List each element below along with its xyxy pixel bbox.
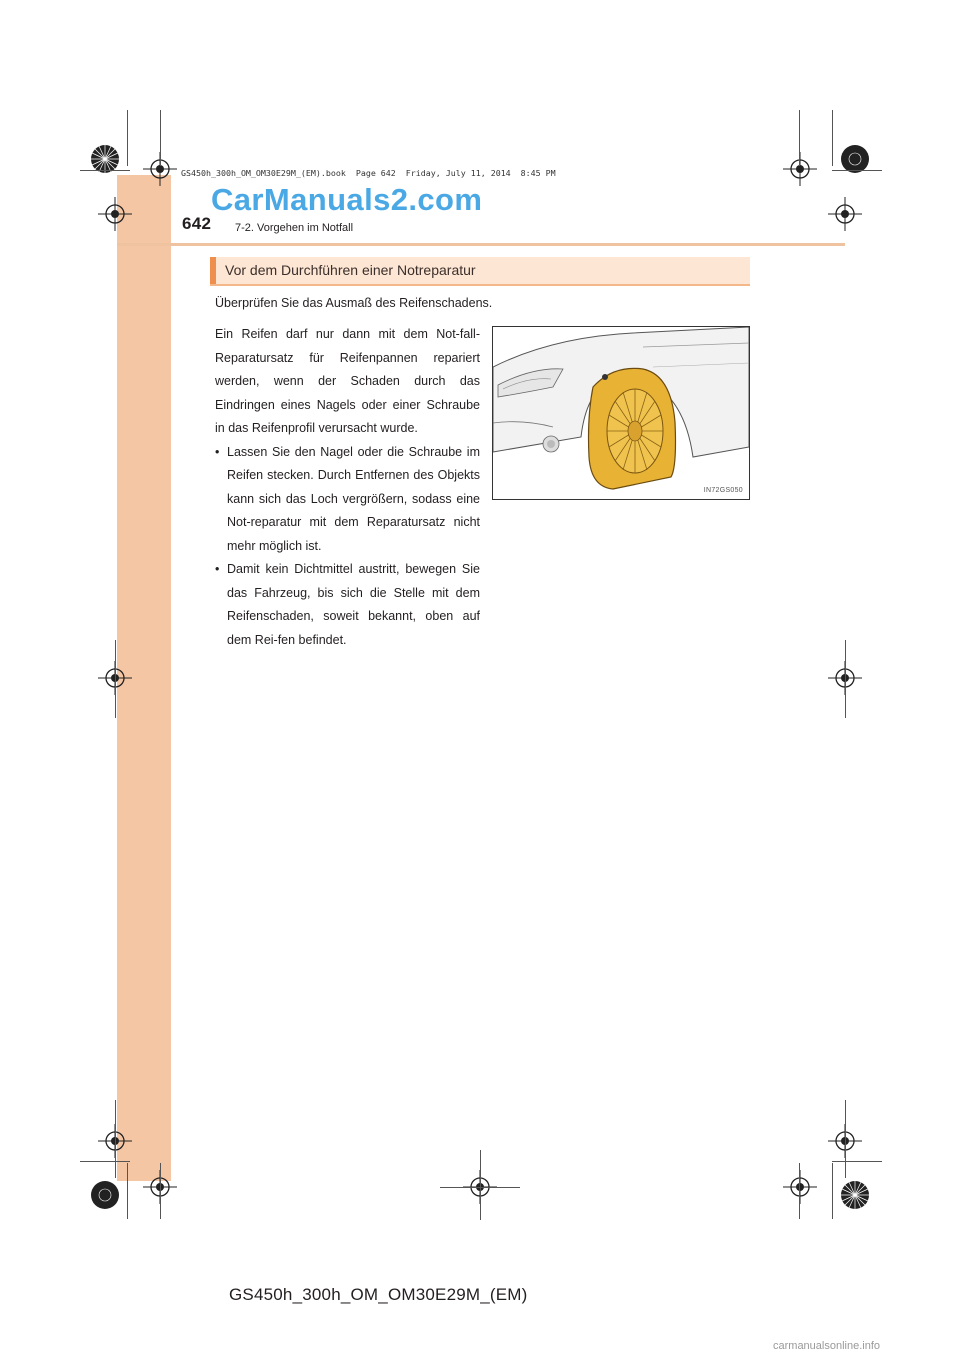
crop-line — [80, 1161, 130, 1162]
registration-mark-icon — [783, 152, 817, 186]
intro-text: Überprüfen Sie das Ausmaß des Reifenschadens. — [215, 296, 493, 310]
crop-line — [832, 1161, 882, 1162]
starburst-mark-icon — [838, 1178, 872, 1212]
crop-line — [832, 1163, 833, 1219]
crop-line — [115, 640, 116, 718]
crop-line — [845, 1100, 846, 1178]
bullet-list — [215, 441, 480, 653]
crop-line — [127, 1163, 128, 1219]
crop-line — [160, 1163, 161, 1219]
figure-code: IN72GS050 — [703, 487, 743, 494]
crop-line — [115, 1100, 116, 1178]
crop-line — [480, 1150, 481, 1220]
crop-line — [832, 110, 833, 166]
nail-marker — [602, 374, 608, 380]
body-paragraph: Ein Reifen darf nur dann mit dem Not-fall-Reparatursatz für Reifenpannen repariert werden, wenn der Schaden durch das Eindringen eines Nagels oder einer Schraube in das Reifenprofil verursacht wurde. — [215, 327, 480, 435]
source-site: carmanualsonline.info — [773, 1340, 881, 1352]
section-reference: 7-2. Vorgehen im Notfall — [235, 222, 354, 234]
crop-line — [799, 1163, 800, 1219]
registration-mark-icon — [98, 197, 132, 231]
bullet-item: • Damit kein Dichtmittel austritt, bewegen Sie das Fahrzeug, bis sich die Stelle mit dem Reifenschaden, soweit bekannt, oben auf dem Rei-fen befindet. — [215, 558, 480, 652]
crop-line — [845, 640, 846, 718]
heading-accent-bar — [210, 257, 216, 284]
crop-line — [127, 110, 128, 166]
tire-illustration — [492, 326, 750, 500]
crop-line — [799, 110, 800, 166]
document-code: GS450h_300h_OM_OM30E29M_(EM) — [229, 1285, 528, 1304]
crop-line — [160, 110, 161, 166]
page-number: 642 — [182, 214, 212, 233]
section-heading-title: Vor dem Durchführen einer Notreparatur — [225, 262, 476, 278]
watermark: CarManuals2.com — [211, 182, 483, 217]
car-wheel-illustration — [493, 327, 749, 499]
header-rule — [117, 243, 845, 246]
registration-mark-icon — [783, 1170, 817, 1204]
section-heading — [210, 257, 750, 286]
starburst-mark-icon — [88, 1178, 122, 1212]
print-info-line: GS450h_300h_OM_OM30E29M_(EM).book Page 642 Friday, July 11, 2014 8:45 PM — [181, 168, 556, 178]
registration-mark-icon — [828, 197, 862, 231]
crop-line — [832, 170, 882, 171]
bullet-item: • Lassen Sie den Nagel oder die Schraube im Reifen stecken. Durch Entfernen des Objekts kann sich das Loch vergrößern, sodass eine Not-reparatur mit dem Reparatursatz nicht mehr möglich ist. — [215, 441, 480, 559]
crop-line — [440, 1187, 520, 1188]
crop-line — [80, 170, 130, 171]
text-column — [215, 323, 480, 652]
